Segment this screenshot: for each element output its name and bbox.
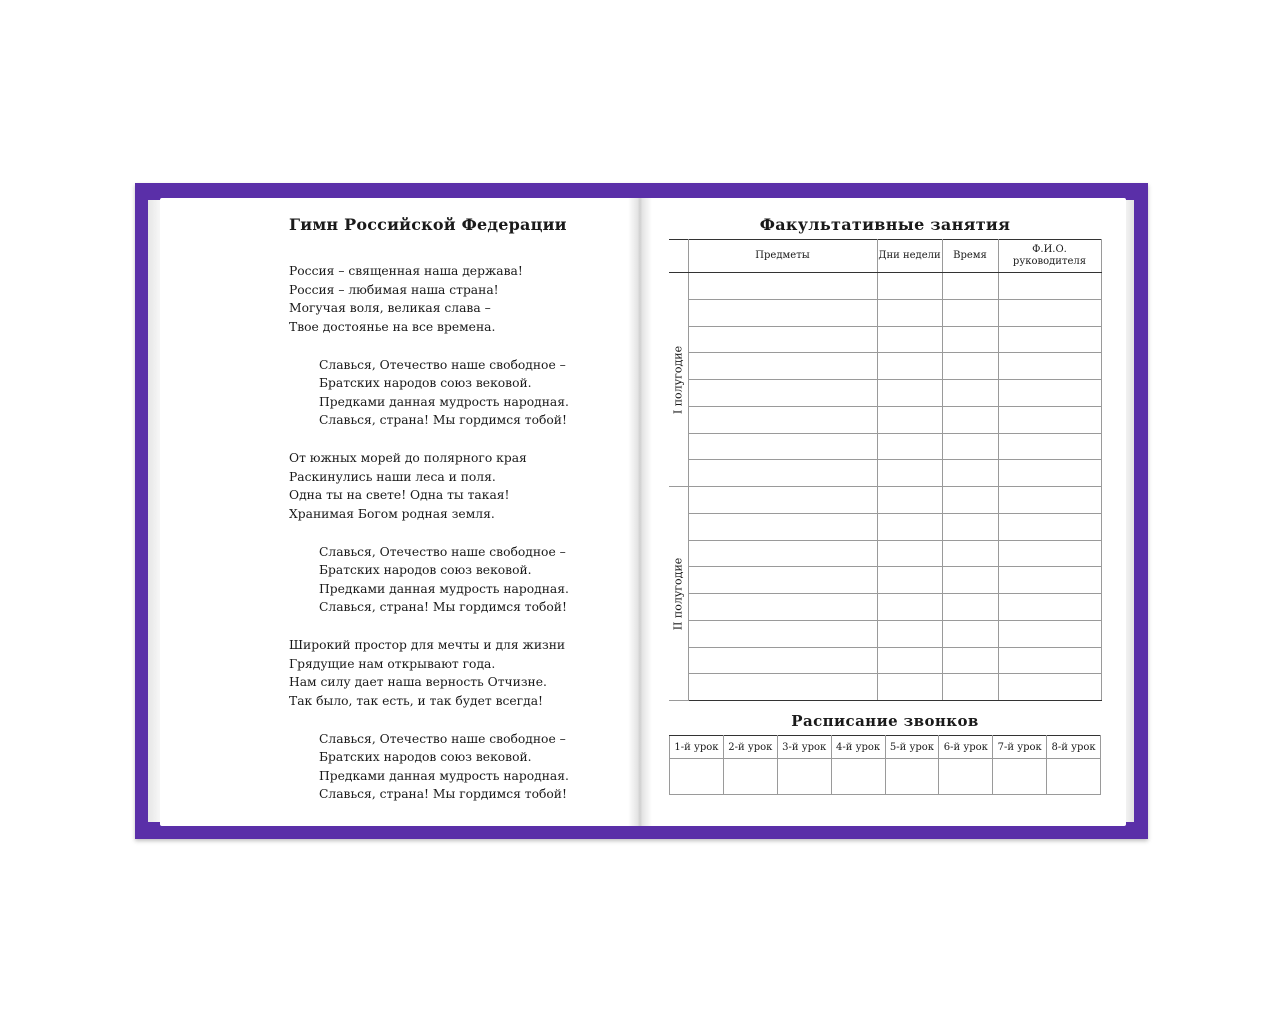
verse-line: Братских народов союз вековой. — [319, 750, 532, 764]
bell-lesson-label: 6-й урок — [939, 736, 993, 759]
bell-time-cell[interactable] — [885, 759, 939, 795]
electives-row — [669, 326, 1101, 353]
time-cell[interactable] — [942, 540, 998, 567]
days-cell[interactable] — [877, 460, 942, 487]
bell-lesson-label: 3-й урок — [777, 736, 831, 759]
teacher-cell[interactable] — [998, 513, 1101, 540]
header-subjects: Предметы — [688, 240, 877, 273]
anthem-verses — [289, 262, 609, 823]
verse-line: Хранимая Богом родная земля. — [289, 506, 495, 521]
verse-line: Твое достоянье на все времена. — [289, 319, 496, 334]
verse-line: Славься, Отечество наше свободное – — [319, 544, 566, 559]
subject-cell[interactable] — [688, 380, 877, 407]
semester-2-label-cell — [669, 487, 688, 701]
electives-row — [669, 380, 1101, 407]
header-corner — [669, 240, 688, 273]
teacher-cell[interactable] — [998, 540, 1101, 567]
teacher-cell[interactable] — [998, 326, 1101, 353]
subject-cell[interactable] — [688, 299, 877, 326]
electives-row — [669, 299, 1101, 326]
days-cell[interactable] — [877, 594, 942, 621]
days-cell[interactable] — [877, 567, 942, 594]
subject-cell[interactable] — [688, 273, 877, 300]
subject-cell[interactable] — [688, 406, 877, 433]
subject-cell[interactable] — [688, 487, 877, 514]
days-cell[interactable] — [877, 406, 942, 433]
days-cell[interactable] — [877, 513, 942, 540]
time-cell[interactable] — [942, 594, 998, 621]
verse-line: Широкий простор для мечты и для жизни — [289, 638, 566, 652]
bell-time-cell[interactable] — [723, 759, 777, 795]
days-cell[interactable] — [877, 299, 942, 326]
bells-input-row — [670, 759, 1101, 795]
verse-line: Одна ты на свете! Одна ты такая! — [289, 488, 510, 502]
anthem-refrain — [319, 356, 609, 430]
bells-header-row — [670, 736, 1101, 759]
header-teacher: Ф.И.О. руководителя — [998, 240, 1101, 273]
days-cell[interactable] — [877, 380, 942, 407]
bell-lesson-label: 7-й урок — [993, 736, 1047, 759]
subject-cell[interactable] — [688, 353, 877, 380]
verse-line: Славься, страна! Мы гордимся тобой! — [319, 787, 567, 801]
electives-row — [669, 674, 1101, 701]
subject-cell[interactable] — [688, 567, 877, 594]
electives-row — [669, 273, 1101, 300]
verse-line: Славься, Отечество наше свободное – — [319, 731, 566, 746]
electives-row — [669, 433, 1101, 460]
subject-cell[interactable] — [688, 513, 877, 540]
teacher-cell[interactable] — [998, 460, 1101, 487]
subject-cell[interactable] — [688, 594, 877, 621]
subject-cell[interactable] — [688, 647, 877, 674]
time-cell[interactable] — [942, 299, 998, 326]
time-cell[interactable] — [942, 353, 998, 380]
days-cell[interactable] — [877, 273, 942, 300]
anthem-title: Гимн Российской Федерации — [289, 215, 567, 234]
subject-cell[interactable] — [688, 674, 877, 701]
days-cell[interactable] — [877, 353, 942, 380]
teacher-cell[interactable] — [998, 620, 1101, 647]
semester-2-label: II полугодие — [671, 557, 685, 630]
teacher-cell[interactable] — [998, 567, 1101, 594]
bells-table — [669, 735, 1101, 795]
verse-line: Братских народов союз вековой. — [319, 563, 532, 577]
electives-row — [669, 567, 1101, 594]
time-cell[interactable] — [942, 487, 998, 514]
electives-row — [669, 353, 1101, 380]
days-cell[interactable] — [877, 647, 942, 674]
bells-title: Расписание звонков — [791, 712, 979, 730]
verse-line: Братских народов союз вековой. — [319, 376, 532, 390]
time-cell[interactable] — [942, 674, 998, 701]
subject-cell[interactable] — [688, 460, 877, 487]
verse-line: От южных морей до полярного края — [289, 451, 527, 465]
days-cell[interactable] — [877, 620, 942, 647]
time-cell[interactable] — [942, 647, 998, 674]
bell-lesson-label: 4-й урок — [831, 736, 885, 759]
verse-line: Раскинулись наши леса и поля. — [289, 469, 496, 484]
bell-time-cell[interactable] — [777, 759, 831, 795]
bell-lesson-label: 8-й урок — [1047, 736, 1101, 759]
bell-time-cell[interactable] — [993, 759, 1047, 795]
bell-lesson-label: 1-й урок — [670, 736, 724, 759]
verse-line: Славься, страна! Мы гордимся тобой! — [319, 600, 567, 614]
anthem-stanza — [289, 636, 609, 710]
time-cell[interactable] — [942, 326, 998, 353]
electives-row — [669, 513, 1101, 540]
electives-title: Факультативные занятия — [759, 215, 1011, 234]
electives-row — [669, 487, 1101, 514]
anthem-refrain — [319, 543, 609, 617]
bell-lesson-label: 5-й урок — [885, 736, 939, 759]
verse-line: Славься, страна! Мы гордимся тобой! — [319, 413, 567, 427]
electives-row — [669, 540, 1101, 567]
days-cell[interactable] — [877, 674, 942, 701]
teacher-cell[interactable] — [998, 674, 1101, 701]
time-cell[interactable] — [942, 567, 998, 594]
teacher-cell[interactable] — [998, 299, 1101, 326]
time-cell[interactable] — [942, 273, 998, 300]
electives-row — [669, 460, 1101, 487]
bell-time-cell[interactable] — [831, 759, 885, 795]
teacher-cell[interactable] — [998, 380, 1101, 407]
subject-cell[interactable] — [688, 540, 877, 567]
subject-cell[interactable] — [688, 433, 877, 460]
time-cell[interactable] — [942, 460, 998, 487]
teacher-cell[interactable] — [998, 353, 1101, 380]
electives-row — [669, 647, 1101, 674]
electives-row — [669, 406, 1101, 433]
electives-table — [669, 239, 1102, 701]
bell-time-cell[interactable] — [670, 759, 724, 795]
days-cell[interactable] — [877, 433, 942, 460]
teacher-cell[interactable] — [998, 594, 1101, 621]
verse-line: Предками данная мудрость народная. — [319, 581, 569, 596]
verse-line: Так было, так есть, и так будет всегда! — [289, 693, 543, 708]
book-gutter — [628, 198, 652, 826]
time-cell[interactable] — [942, 433, 998, 460]
semester-1-label-cell — [669, 273, 688, 487]
verse-line: Нам силу дает наша верность Отчизне. — [289, 675, 547, 689]
header-days: Дни недели — [877, 240, 942, 273]
verse-line: Предками данная мудрость народная. — [319, 768, 569, 783]
time-cell[interactable] — [942, 380, 998, 407]
electives-header-row — [669, 240, 1101, 273]
teacher-cell[interactable] — [998, 647, 1101, 674]
electives-row — [669, 620, 1101, 647]
verse-line: Грядущие нам открывают года. — [289, 656, 496, 671]
anthem-stanza — [289, 262, 609, 336]
days-cell[interactable] — [877, 487, 942, 514]
time-cell[interactable] — [942, 406, 998, 433]
verse-line: Славься, Отечество наше свободное – — [319, 357, 566, 372]
days-cell[interactable] — [877, 326, 942, 353]
header-time: Время — [942, 240, 998, 273]
bell-time-cell[interactable] — [939, 759, 993, 795]
time-cell[interactable] — [942, 513, 998, 540]
semester-1-label: I полугодие — [671, 345, 685, 414]
days-cell[interactable] — [877, 540, 942, 567]
time-cell[interactable] — [942, 620, 998, 647]
verse-line: Могучая воля, великая слава – — [289, 301, 491, 315]
teacher-cell[interactable] — [998, 487, 1101, 514]
electives-row — [669, 594, 1101, 621]
teacher-cell[interactable] — [998, 433, 1101, 460]
verse-line: Россия – любимая наша страна! — [289, 282, 499, 297]
teacher-cell[interactable] — [998, 406, 1101, 433]
teacher-cell[interactable] — [998, 273, 1101, 300]
subject-cell[interactable] — [688, 326, 877, 353]
bell-lesson-label: 2-й урок — [723, 736, 777, 759]
anthem-refrain — [319, 730, 609, 804]
bell-time-cell[interactable] — [1047, 759, 1101, 795]
verse-line: Предками данная мудрость народная. — [319, 394, 569, 409]
verse-line: Россия – священная наша держава! — [289, 264, 523, 278]
anthem-stanza — [289, 449, 609, 523]
subject-cell[interactable] — [688, 620, 877, 647]
